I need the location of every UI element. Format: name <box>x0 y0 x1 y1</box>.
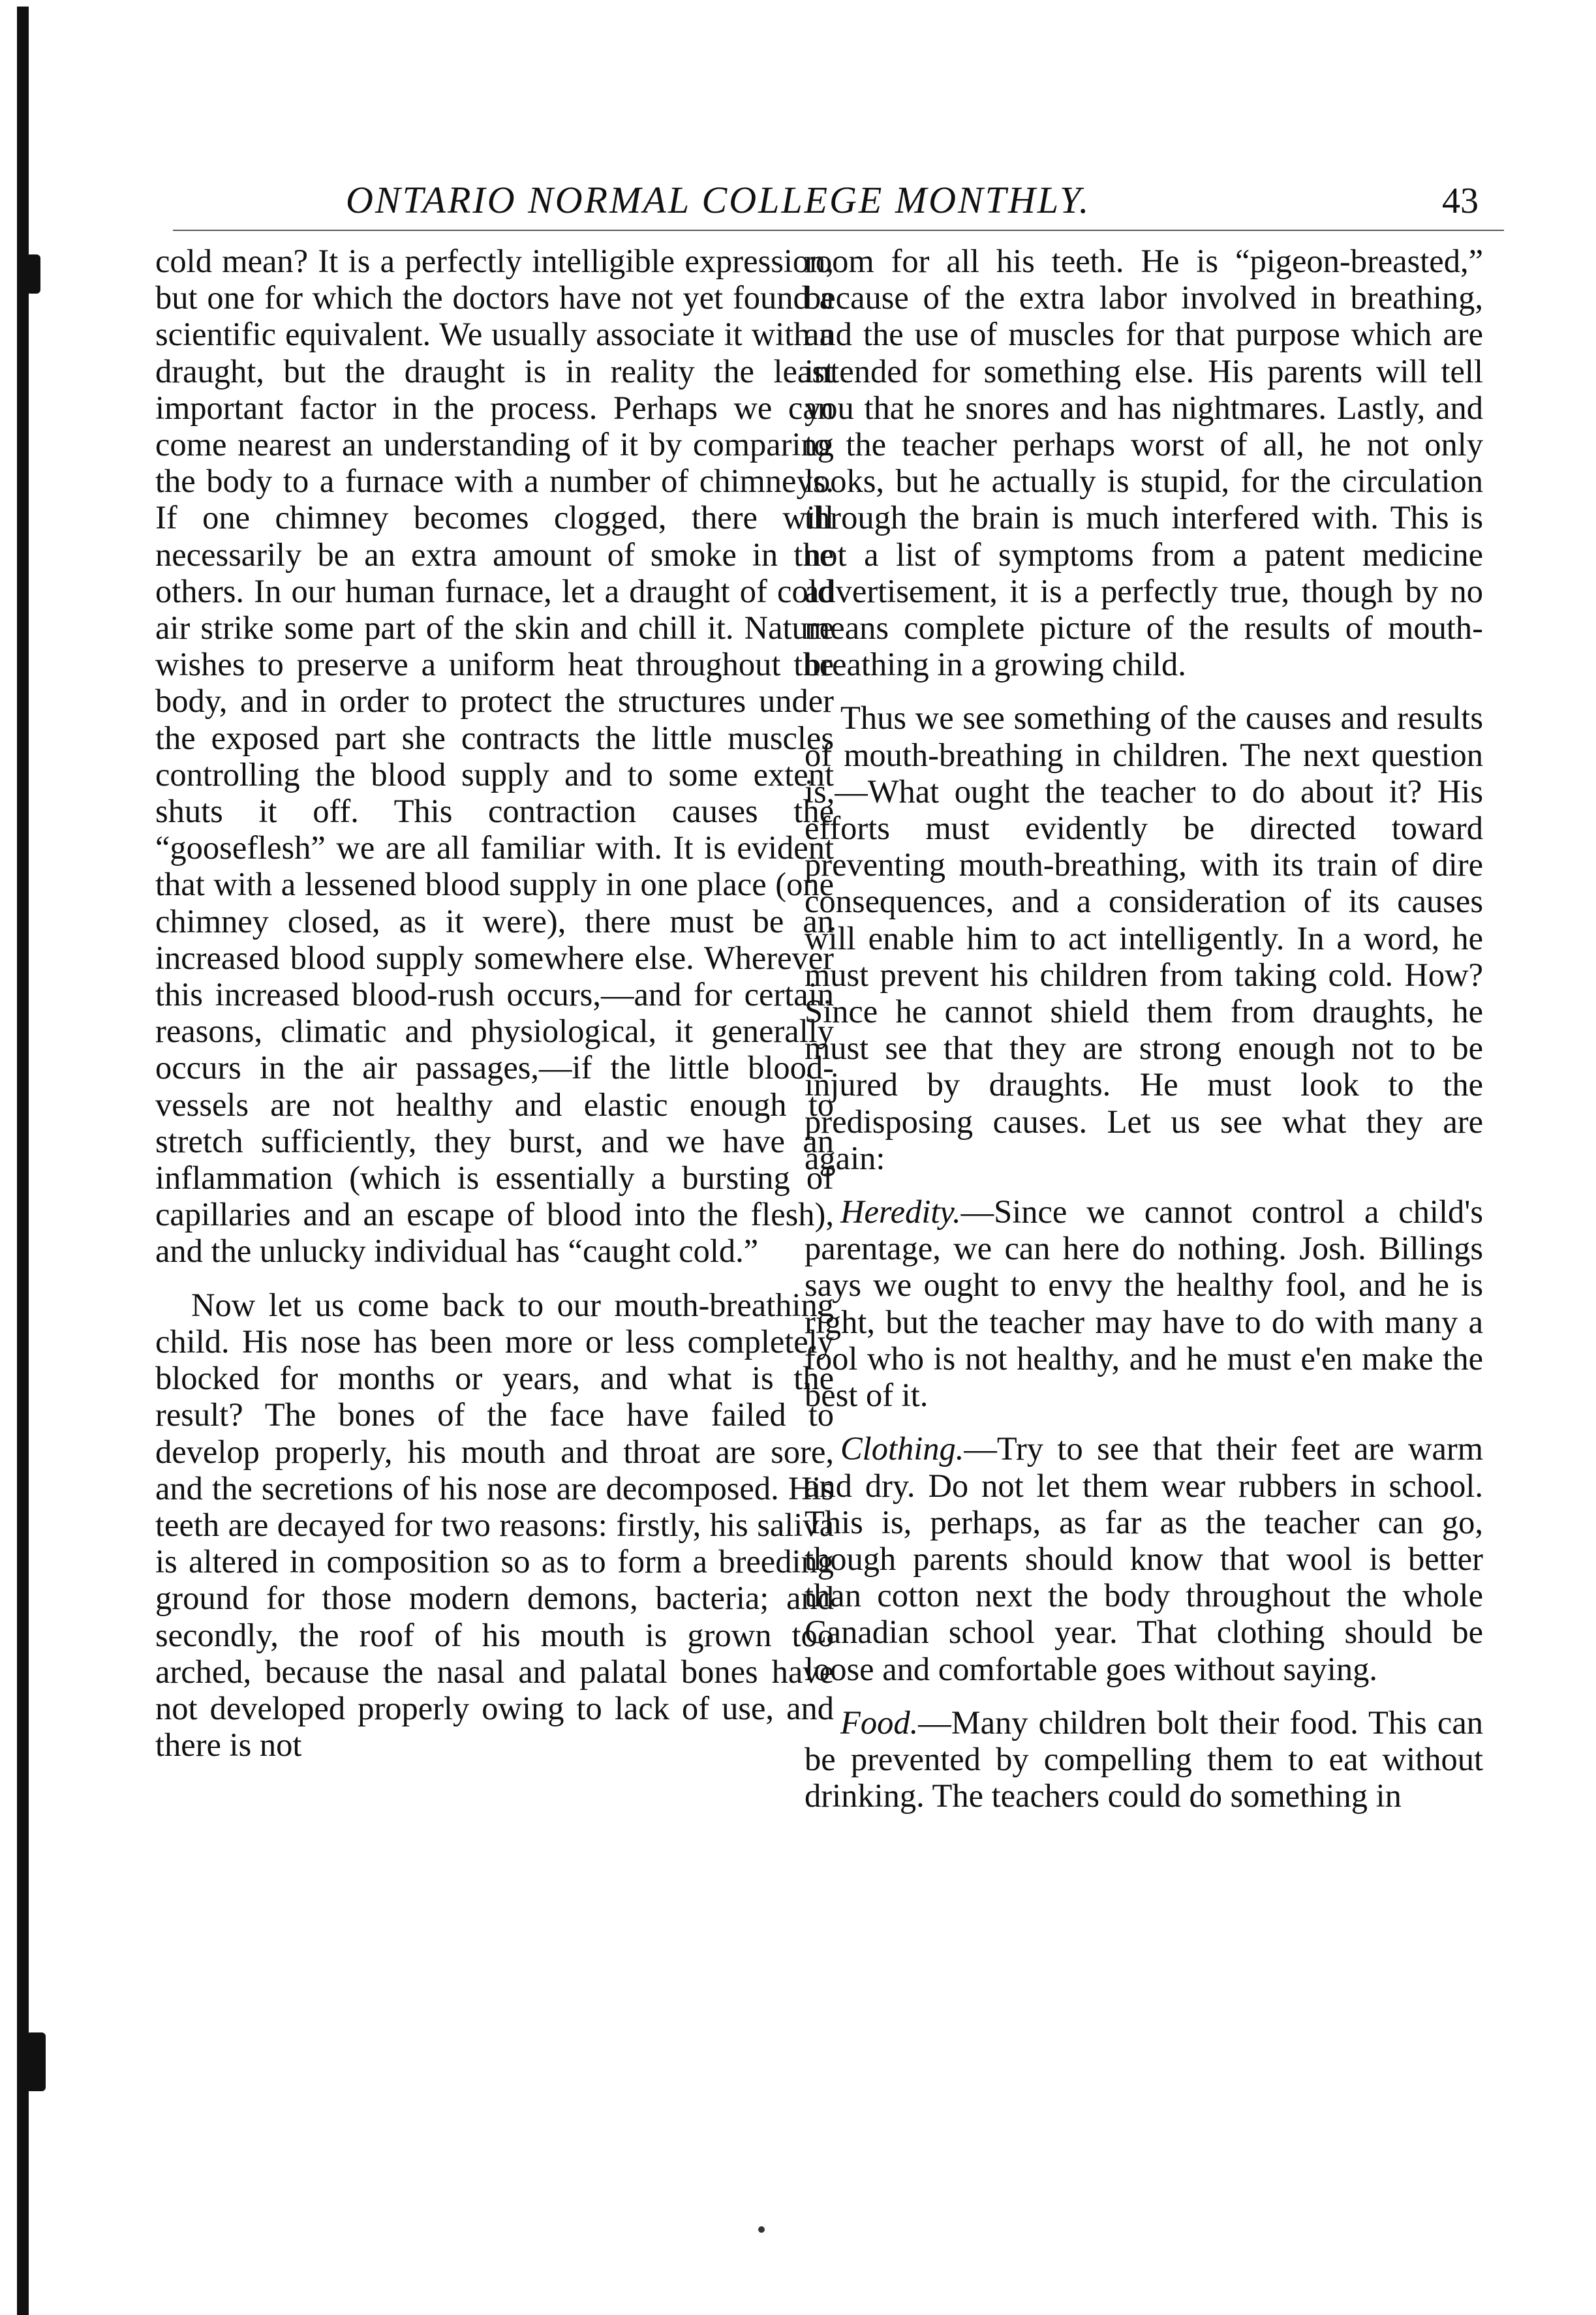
subheading-food: Food. <box>840 1704 919 1741</box>
paragraph: Thus we see something of the causes and results of mouth-breathing in children. The next question is,—What ought the teacher to do about it? His efforts must evidently be directed toward preventing mouth-breathing, with its train of dire consequences, and a consideration of its causes will enable him to act intelligently. In a word, he must prevent his children from taking cold. How? Since he cannot shield them from draughts, he must see that they are strong enough not to be injured by draughts. He must look to the predisposing causes. Let us see what they are again: <box>805 699 1483 1176</box>
left-column <box>155 243 834 1763</box>
clothing-text: —Try to see that their feet are warm and dry. Do not let them wear rubbers in school. This is, perhaps, as far as the teacher can go, though parents should know that wool is better than cotton next the body throughout the whole Canadian school year. That clothing should be loose and comfortable goes without saying. <box>805 1430 1483 1687</box>
food-paragraph <box>805 1704 1483 1815</box>
page-number: 43 <box>1442 181 1479 221</box>
page-header <box>98 163 1479 222</box>
food-text: —Many children bolt their food. This can be prevented by compelling them to eat without drinking. The teachers could do something in <box>805 1704 1483 1815</box>
binding-edge <box>17 7 29 2315</box>
page-dot <box>758 2226 765 2233</box>
right-column <box>805 243 1483 1814</box>
clothing-paragraph <box>805 1430 1483 1687</box>
heredity-paragraph <box>805 1193 1483 1413</box>
running-title: ONTARIO NORMAL COLLEGE MONTHLY. <box>346 179 1091 221</box>
header-rule <box>173 230 1504 231</box>
binding-mark <box>26 254 40 294</box>
subheading-heredity: Heredity. <box>840 1193 961 1231</box>
paragraph: cold mean? It is a perfectly intelligible expression, but one for which the doctors have not yet found a scientific equivalent. We usually associate it with a draught, but the draught is in reality the least important factor in the process. Perhaps we can come nearest an understanding of it by comparing the body to a furnace with a number of chimneys. If one chimney becomes clogged, there will necessarily be an extra amount of smoke in the others. In our human furnace, let a draught of cold air strike some part of the skin and chill it. Nature wishes to preserve a uniform heat throughout the body, and in order to protect the structures under the exposed part she contracts the little muscles controlling the blood supply and to some extent shuts it off. This contraction causes the “gooseflesh” we are all familiar with. It is evident that with a lessened blood supply in one place (one chimney closed, as it were), there must be an increased blood supply somewhere else. Wherever this increased blood-rush occurs,—and for certain reasons, climatic and physiological, it generally occurs in the air passages,—if the little blood-vessels are not healthy and elastic enough to stretch sufficiently, they burst, and we have an inflammation (which is essentially a bursting of capillaries and an escape of blood into the flesh), and the unlucky individual has “caught cold.” <box>155 243 834 1270</box>
heredity-text: —Since we cannot control a child's parentage, we can here do nothing. Josh. Billings says we ought to envy the healthy fool, and he is right, but the teacher may have to do with many a fool who is not healthy, and he must e'en make the best of it. <box>805 1193 1483 1414</box>
binding-mark <box>26 2032 46 2091</box>
paragraph: room for all his teeth. He is “pigeon-breasted,” because of the extra labor involved in breathing, and the use of muscles for that purpose which are intended for something else. His parents will tell you that he snores and has nightmares. Lastly, and to the teacher perhaps worst of all, he not only looks, but he actually is stupid, for the circulation through the brain is much interfered with. This is not a list of symptoms from a patent medicine advertisement, it is a perfectly true, though by no means complete picture of the results of mouth-breathing in a growing child. <box>805 243 1483 683</box>
subheading-clothing: Clothing. <box>840 1430 964 1467</box>
paragraph: Now let us come back to our mouth-breathing child. His nose has been more or less completely blocked for months or years, and what is the result? The bones of the face have failed to develop properly, his mouth and throat are sore, and the secretions of his nose are decomposed. His teeth are decayed for two reasons: firstly, his saliva is altered in composition so as to form a breeding ground for those modern demons, bacteria; and secondly, the roof of his mouth is grown too arched, because the nasal and palatal bones have not developed properly owing to lack of use, and there is not <box>155 1286 834 1764</box>
